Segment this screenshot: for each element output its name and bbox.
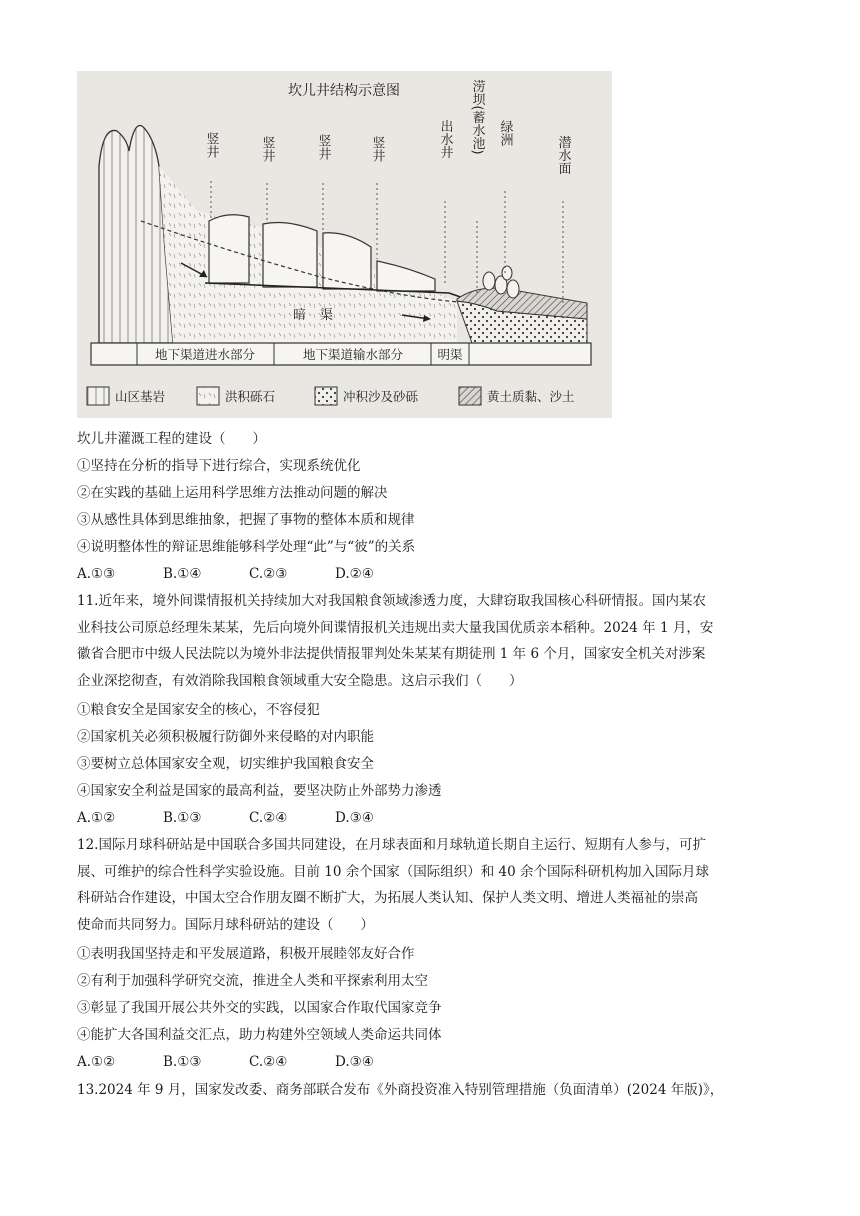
q12-options: [77, 1053, 421, 1071]
q11-line-3: 徽省合肥市中级人民法院以为境外非法提供情报罪判处朱某某有期徒刑 1 年 6 个月，国家安全机关对涉案: [77, 646, 706, 662]
q10-item-2: ②在实践的基础上运用科学思维方法推动问题的解决: [77, 485, 388, 501]
label-shaft-4: 竖井: [369, 136, 385, 162]
section-intake: 地下渠道进水部分: [154, 347, 256, 362]
q10-item-1: ①坚持在分析的指导下进行综合，实现系统优化: [77, 458, 361, 474]
mountain-bedrock: [99, 125, 173, 343]
q12-line-1: 12.国际月球科研站是中国联合多国共同建设，在月球表面和月球轨道长期自主运行、短期有人参与，可扩: [77, 837, 706, 853]
q12-line-3: 科研站合作建设，中国太空合作朋友圈不断扩大，为拓展人类认知、保护人类文明、增进人类福祉的崇高: [77, 890, 698, 906]
q12-item-4: ④能扩大各国利益交汇点，助力构建外空领域人类命运共同体: [77, 1027, 442, 1043]
q12-option-a[interactable]: A.①②: [77, 1054, 116, 1070]
q10-option-b[interactable]: B.①④: [163, 566, 202, 582]
shaft-block-4: [377, 261, 435, 291]
q10-stem: 坎儿井灌溉工程的建设（ ）: [77, 431, 266, 447]
label-dam: 涝坝(蓄水池): [469, 79, 485, 155]
legend: [87, 387, 575, 405]
q11-option-b[interactable]: B.①③: [163, 810, 202, 826]
shaft-block-2: [263, 223, 317, 287]
q11-item-2: ②国家机关必须积极履行防御外来侵略的对内职能: [77, 729, 374, 745]
label-shaft-3: 竖井: [315, 134, 331, 160]
q12-line-2: 展、可维护的综合性科学实验设施。目前 10 余个国家（国际组织）和 40 余个国际科研机构加入国际月球: [77, 863, 710, 880]
kanerjing-diagram: [77, 71, 612, 418]
q12-item-1: ①表明我国坚持走和平发展道路，积极开展睦邻友好合作: [77, 946, 415, 962]
q11-option-a[interactable]: A.①②: [77, 810, 116, 826]
label-shaft-2: 竖井: [259, 136, 275, 162]
q11-item-1: ①粮食安全是国家安全的核心，不容侵犯: [77, 702, 320, 718]
q11-line-2: 业科技公司原总经理朱某某，先后向境外间谍情报机关违规出卖大量我国优质亲本稻种。2024 年 1 月，安: [77, 619, 714, 636]
legend-swatch-sand: [315, 387, 337, 405]
q12-item-2: ②有利于加强科学研究交流，推进全人类和平探索利用太空: [77, 973, 428, 989]
label-tunnel: 暗渠: [293, 308, 348, 323]
shaft-block-3: [323, 233, 371, 289]
q10-option-a[interactable]: A.①③: [77, 566, 116, 582]
q11-option-c[interactable]: C.②④: [249, 810, 288, 826]
q10-option-d[interactable]: D.②④: [335, 566, 374, 582]
legend-label-rock: 山区基岩: [115, 389, 166, 404]
q11-line-1: 11.近年来，境外间谍情报机关持续加大对我国粮食领域渗透力度，大肆窃取我国核心科研情报。国内某农: [77, 593, 706, 609]
q11-options: [77, 809, 421, 827]
label-shaft-1: 竖井: [203, 132, 219, 158]
legend-swatch-rock: [87, 387, 109, 405]
diagram-title: 坎儿井结构示意图: [288, 83, 400, 99]
q11-item-4: ④国家安全利益是国家的最高利益，要坚决防止外部势力渗透: [77, 783, 442, 799]
legend-label-loess: 黄土质黏、沙土: [487, 389, 575, 404]
label-outlet-well: 出水井: [437, 119, 453, 159]
q12-item-3: ③彰显了我国开展公共外交的实践，以国家合作取代国家竞争: [77, 1000, 442, 1016]
q10-item-3: ③从感性具体到思维抽象，把握了事物的整体本质和规律: [77, 512, 415, 528]
label-oasis: 绿洲: [497, 120, 513, 146]
q11-stem: [77, 588, 783, 694]
q11-line-4: 企业深挖彻查，有效消除我国粮食领域重大安全隐患。这启示我们（ ）: [77, 672, 523, 689]
q11-option-d[interactable]: D.③④: [335, 810, 374, 826]
legend-swatch-gravel: [197, 387, 219, 405]
q13-line-1: 13.2024 年 9 月，国家发改委、商务部联合发布《外商投资准入特别管理措施（负面清单）(2024 年版)》，: [77, 1082, 724, 1098]
q10-item-4: ④说明整体性的辩证思维能够科学处理“此”与“彼”的关系: [77, 539, 416, 555]
shaft-block-1: [209, 215, 249, 283]
q13-stem: [77, 1077, 783, 1104]
label-water-table: 潜水面: [555, 135, 571, 175]
section-conveyance: 地下渠道输水部分: [302, 347, 404, 362]
legend-swatch-loess: [459, 387, 481, 405]
q12-option-b[interactable]: B.①③: [163, 1054, 202, 1070]
q10-option-c[interactable]: C.②③: [249, 566, 288, 582]
q10-options: [77, 565, 421, 583]
q12-option-d[interactable]: D.③④: [335, 1054, 374, 1070]
section-open-channel: 明渠: [437, 347, 463, 362]
legend-label-gravel: 洪积砾石: [225, 389, 276, 404]
q12-option-c[interactable]: C.②④: [249, 1054, 288, 1070]
legend-label-sand: 冲积沙及砂砾: [343, 389, 419, 404]
q11-item-3: ③要树立总体国家安全观，切实维护我国粮食安全: [77, 756, 374, 772]
q12-stem: [77, 832, 783, 938]
q12-line-4: 使命而共同努力。国际月球科研站的建设（ ）: [77, 916, 374, 933]
